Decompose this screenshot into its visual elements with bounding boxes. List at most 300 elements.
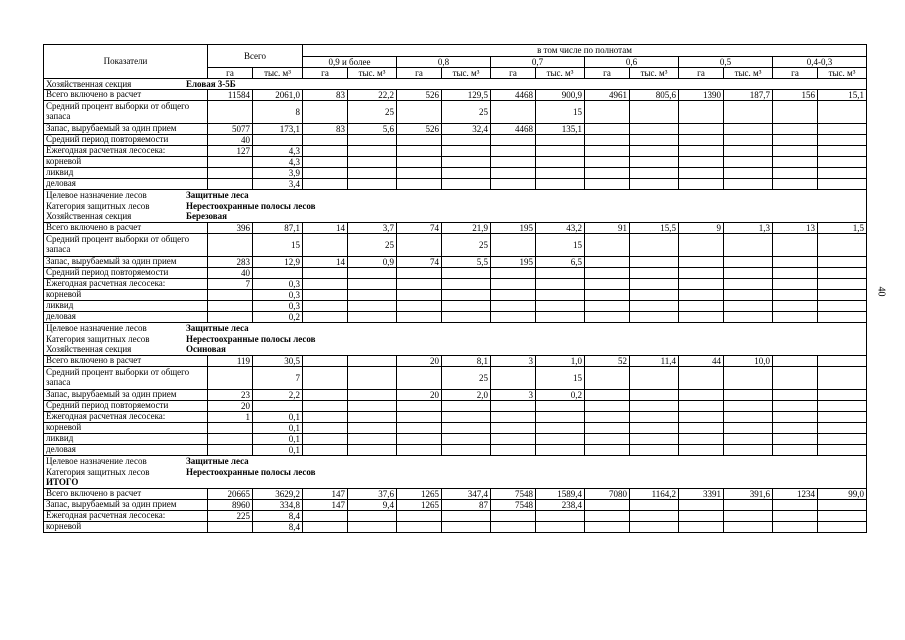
cell-area (679, 312, 724, 323)
cell-area: 3 (491, 356, 536, 367)
cell-area (773, 146, 818, 157)
cell-volume (818, 434, 867, 445)
section-row (44, 456, 867, 467)
cell-area: 44 (679, 356, 724, 367)
cell-area (491, 146, 536, 157)
cell-area (491, 423, 536, 434)
cell-volume (630, 146, 679, 157)
cell-volume (536, 423, 585, 434)
cell-area (679, 290, 724, 301)
cell-area (491, 412, 536, 423)
cell-volume (724, 146, 773, 157)
cell-volume (348, 522, 397, 533)
cell-volume (348, 168, 397, 179)
cell-volume (818, 401, 867, 412)
cell-area (679, 500, 724, 511)
cell-volume (818, 511, 867, 522)
cell-area (585, 367, 630, 390)
cell-area: 5077 (208, 124, 253, 135)
cell-area (585, 301, 630, 312)
cell-volume (724, 135, 773, 146)
cell-volume (442, 522, 491, 533)
cell-volume: 3629,2 (253, 489, 303, 500)
cell-area (773, 279, 818, 290)
cell-volume: 15 (536, 367, 585, 390)
cell-volume (442, 434, 491, 445)
cell-volume (348, 301, 397, 312)
cell-volume (442, 157, 491, 168)
cell-area: 3391 (679, 489, 724, 500)
cell-volume: 0,2 (536, 390, 585, 401)
cell-area (303, 522, 348, 533)
cell-area (773, 168, 818, 179)
cell-area (679, 522, 724, 533)
cell-volume: 238,4 (536, 500, 585, 511)
cell-area (585, 179, 630, 190)
unit-ha: га (491, 68, 536, 79)
cell-volume: 15 (536, 234, 585, 257)
cell-area: 7548 (491, 489, 536, 500)
cell-area (585, 412, 630, 423)
cell-volume (818, 257, 867, 268)
data-row (44, 412, 867, 423)
cell-volume (630, 312, 679, 323)
cell-volume (724, 434, 773, 445)
cell-area (397, 301, 442, 312)
cell-area: 1265 (397, 500, 442, 511)
row-label: Средний период повторяемости (44, 135, 208, 146)
cell-volume (442, 290, 491, 301)
cell-volume (442, 301, 491, 312)
data-row (44, 290, 867, 301)
cell-area (303, 356, 348, 367)
section-cell (44, 478, 867, 489)
row-label: корневой (44, 157, 208, 168)
header-group: 0,5 (679, 57, 773, 68)
cell-volume (724, 234, 773, 257)
cell-area: 1234 (773, 489, 818, 500)
cell-volume: 99,0 (818, 489, 867, 500)
cell-area (679, 301, 724, 312)
cell-area: 52 (585, 356, 630, 367)
data-row (44, 157, 867, 168)
cell-area (585, 279, 630, 290)
cell-area (585, 290, 630, 301)
page-number: 40 (875, 286, 887, 297)
cell-volume (818, 101, 867, 124)
cell-volume (630, 401, 679, 412)
cell-area: 91 (585, 223, 630, 234)
cell-volume: 0,2 (253, 312, 303, 323)
cell-volume (536, 522, 585, 533)
cell-area (679, 234, 724, 257)
cell-area (585, 401, 630, 412)
unit-ha: га (303, 68, 348, 79)
section-value: Защитные леса (186, 189, 249, 200)
data-row (44, 356, 867, 367)
cell-volume (724, 390, 773, 401)
cell-area (397, 268, 442, 279)
cell-area (585, 157, 630, 168)
section-row (44, 79, 867, 90)
cell-area (397, 434, 442, 445)
cell-area (585, 234, 630, 257)
cell-volume: 1164,2 (630, 489, 679, 500)
forest-calculation-table (43, 44, 867, 533)
data-row (44, 223, 867, 234)
cell-volume: 347,4 (442, 489, 491, 500)
cell-area (585, 390, 630, 401)
unit-vol: тыс. м³ (348, 68, 397, 79)
cell-volume (253, 401, 303, 412)
section-label: Хозяйственная секция (46, 344, 132, 355)
cell-area (585, 268, 630, 279)
row-label: Ежегодная расчетная лесосека: (44, 146, 208, 157)
cell-volume (630, 423, 679, 434)
cell-volume (724, 124, 773, 135)
cell-volume: 25 (442, 101, 491, 124)
cell-volume: 805,6 (630, 90, 679, 101)
cell-volume: 10,0 (724, 356, 773, 367)
cell-area (491, 312, 536, 323)
cell-area (773, 157, 818, 168)
cell-volume: 900,9 (536, 90, 585, 101)
cell-volume (818, 423, 867, 434)
cell-volume: 129,5 (442, 90, 491, 101)
cell-volume: 4,3 (253, 157, 303, 168)
cell-volume (348, 312, 397, 323)
cell-volume (442, 268, 491, 279)
cell-area: 20 (397, 390, 442, 401)
cell-area (773, 101, 818, 124)
row-label: Ежегодная расчетная лесосека: (44, 511, 208, 522)
cell-area: 23 (208, 390, 253, 401)
cell-volume (818, 412, 867, 423)
cell-area (679, 445, 724, 456)
cell-volume (536, 268, 585, 279)
cell-area (397, 412, 442, 423)
cell-area (491, 290, 536, 301)
cell-volume: 8,1 (442, 356, 491, 367)
cell-area (773, 500, 818, 511)
cell-area (585, 522, 630, 533)
cell-volume (442, 279, 491, 290)
data-row (44, 90, 867, 101)
section-cell (44, 467, 867, 478)
cell-area (208, 434, 253, 445)
cell-area (773, 135, 818, 146)
cell-volume (442, 135, 491, 146)
cell-volume (630, 511, 679, 522)
data-row (44, 401, 867, 412)
cell-volume (348, 445, 397, 456)
cell-volume: 3,7 (348, 223, 397, 234)
cell-area (397, 445, 442, 456)
cell-volume (630, 135, 679, 146)
cell-area (303, 146, 348, 157)
cell-volume: 8 (253, 101, 303, 124)
cell-volume (818, 234, 867, 257)
section-value: Осиновая (186, 344, 226, 355)
cell-area (303, 367, 348, 390)
row-label: Средний период повторяемости (44, 401, 208, 412)
unit-ha: га (773, 68, 818, 79)
section-cell (44, 212, 867, 223)
cell-volume (818, 179, 867, 190)
row-label: Ежегодная расчетная лесосека: (44, 279, 208, 290)
header-group: 0,4-0,3 (773, 57, 867, 68)
cell-area (773, 434, 818, 445)
section-row (44, 478, 867, 489)
cell-volume (536, 434, 585, 445)
section-value: Защитные леса (186, 322, 249, 333)
cell-area: 195 (491, 223, 536, 234)
row-label: Запас, вырубаемый за один прием (44, 500, 208, 511)
cell-area (773, 257, 818, 268)
cell-area (585, 445, 630, 456)
cell-volume (630, 124, 679, 135)
cell-volume: 22,2 (348, 90, 397, 101)
cell-volume (442, 312, 491, 323)
cell-area (491, 511, 536, 522)
cell-volume (818, 522, 867, 533)
section-label: Целевое назначение лесов (46, 455, 147, 466)
cell-volume (724, 445, 773, 456)
cell-volume (442, 423, 491, 434)
cell-volume (724, 179, 773, 190)
cell-area (397, 101, 442, 124)
cell-area (303, 290, 348, 301)
data-row (44, 489, 867, 500)
cell-volume (536, 301, 585, 312)
cell-area (397, 157, 442, 168)
cell-volume: 334,8 (253, 500, 303, 511)
cell-area: 4961 (585, 90, 630, 101)
cell-area: 1265 (397, 489, 442, 500)
cell-volume (442, 412, 491, 423)
section-label: Хозяйственная секция (46, 211, 132, 222)
cell-volume (630, 301, 679, 312)
cell-area (303, 312, 348, 323)
cell-area: 195 (491, 257, 536, 268)
section-cell (44, 334, 867, 345)
cell-volume: 0,1 (253, 423, 303, 434)
cell-area (585, 124, 630, 135)
cell-area (491, 367, 536, 390)
cell-area (491, 135, 536, 146)
cell-area (679, 268, 724, 279)
row-label: Запас, вырубаемый за один прием (44, 124, 208, 135)
data-row (44, 101, 867, 124)
cell-volume (630, 268, 679, 279)
cell-volume (348, 146, 397, 157)
cell-volume (348, 279, 397, 290)
cell-volume (630, 234, 679, 257)
data-row (44, 268, 867, 279)
cell-area (303, 168, 348, 179)
cell-area (773, 390, 818, 401)
cell-area (303, 234, 348, 257)
cell-volume (348, 511, 397, 522)
cell-volume (818, 390, 867, 401)
cell-volume (818, 445, 867, 456)
cell-volume (536, 279, 585, 290)
cell-volume (818, 157, 867, 168)
header-group: 0,8 (397, 57, 491, 68)
data-row (44, 124, 867, 135)
cell-volume (630, 101, 679, 124)
cell-volume (818, 168, 867, 179)
cell-area (679, 367, 724, 390)
cell-volume: 6,5 (536, 257, 585, 268)
unit-vol: тыс. м³ (630, 68, 679, 79)
cell-volume: 2,0 (442, 390, 491, 401)
cell-area (397, 146, 442, 157)
header-indicators: Показатели (44, 45, 208, 79)
cell-area: 9 (679, 223, 724, 234)
cell-area: 283 (208, 257, 253, 268)
cell-area: 14 (303, 257, 348, 268)
cell-area (397, 367, 442, 390)
cell-volume (724, 268, 773, 279)
cell-area (773, 511, 818, 522)
section-row (44, 467, 867, 478)
data-row (44, 135, 867, 146)
cell-area (303, 390, 348, 401)
cell-volume (442, 168, 491, 179)
cell-area (491, 279, 536, 290)
cell-volume: 2,2 (253, 390, 303, 401)
cell-volume (630, 390, 679, 401)
cell-area: 40 (208, 135, 253, 146)
section-value: Еловая 3-5Б (186, 78, 236, 89)
cell-area: 8960 (208, 500, 253, 511)
row-label: деловая (44, 445, 208, 456)
cell-volume (818, 146, 867, 157)
cell-volume (348, 390, 397, 401)
cell-area (773, 234, 818, 257)
cell-area (491, 234, 536, 257)
row-label: Запас, вырубаемый за один прием (44, 390, 208, 401)
data-row (44, 390, 867, 401)
cell-volume (724, 157, 773, 168)
cell-area (585, 312, 630, 323)
cell-area (773, 268, 818, 279)
cell-area (585, 434, 630, 445)
data-row (44, 500, 867, 511)
cell-volume: 0,1 (253, 434, 303, 445)
row-label: деловая (44, 312, 208, 323)
cell-area (773, 312, 818, 323)
cell-volume: 87,1 (253, 223, 303, 234)
row-label: Всего включено в расчет (44, 223, 208, 234)
cell-area (679, 157, 724, 168)
row-label: Всего включено в расчет (44, 489, 208, 500)
cell-area: 40 (208, 268, 253, 279)
cell-area (303, 157, 348, 168)
section-value: Нерестоохранные полосы лесов (186, 466, 316, 477)
cell-area (679, 511, 724, 522)
cell-volume (630, 157, 679, 168)
cell-area: 7 (208, 279, 253, 290)
cell-area (303, 511, 348, 522)
cell-volume: 15 (536, 101, 585, 124)
row-label: Всего включено в расчет (44, 356, 208, 367)
cell-area (679, 279, 724, 290)
row-label: ликвид (44, 434, 208, 445)
row-label: Всего включено в расчет (44, 90, 208, 101)
cell-area (679, 146, 724, 157)
cell-volume: 1589,4 (536, 489, 585, 500)
cell-volume: 3,4 (253, 179, 303, 190)
cell-area (773, 412, 818, 423)
data-row (44, 511, 867, 522)
cell-volume: 8,4 (253, 522, 303, 533)
cell-volume (536, 401, 585, 412)
cell-area (585, 168, 630, 179)
data-row (44, 257, 867, 268)
cell-area: 13 (773, 223, 818, 234)
unit-vol: тыс. м³ (724, 68, 773, 79)
cell-volume (630, 367, 679, 390)
cell-area (491, 522, 536, 533)
cell-area (773, 356, 818, 367)
cell-area (679, 401, 724, 412)
cell-area (303, 401, 348, 412)
cell-area (208, 423, 253, 434)
cell-volume: 37,6 (348, 489, 397, 500)
section-row (44, 323, 867, 334)
cell-area (397, 423, 442, 434)
header-group: 0,6 (585, 57, 679, 68)
unit-ha: га (208, 68, 253, 79)
cell-area: 20 (397, 356, 442, 367)
cell-volume: 11,4 (630, 356, 679, 367)
row-label: корневой (44, 290, 208, 301)
data-row (44, 423, 867, 434)
section-value: Нерестоохранные полосы лесов (186, 200, 316, 211)
row-label: Средний процент выборки от общего запаса (44, 101, 208, 124)
cell-volume (348, 423, 397, 434)
cell-volume (348, 356, 397, 367)
row-label: Ежегодная расчетная лесосека: (44, 412, 208, 423)
cell-volume: 0,3 (253, 301, 303, 312)
cell-volume: 25 (348, 101, 397, 124)
cell-volume: 0,1 (253, 412, 303, 423)
cell-area (585, 146, 630, 157)
cell-area (491, 401, 536, 412)
cell-volume (818, 301, 867, 312)
cell-area (773, 367, 818, 390)
cell-area (679, 101, 724, 124)
section-row (44, 190, 867, 201)
cell-volume (536, 412, 585, 423)
cell-area: 11584 (208, 90, 253, 101)
cell-volume (818, 124, 867, 135)
cell-area (585, 135, 630, 146)
cell-area (491, 268, 536, 279)
cell-volume: 87 (442, 500, 491, 511)
cell-volume: 0,1 (253, 445, 303, 456)
cell-area (303, 423, 348, 434)
section-label: Хозяйственная секция (46, 78, 132, 89)
section-cell (44, 456, 867, 467)
unit-ha: га (585, 68, 630, 79)
section-cell (44, 323, 867, 334)
cell-area (208, 290, 253, 301)
data-row (44, 445, 867, 456)
cell-volume (724, 423, 773, 434)
